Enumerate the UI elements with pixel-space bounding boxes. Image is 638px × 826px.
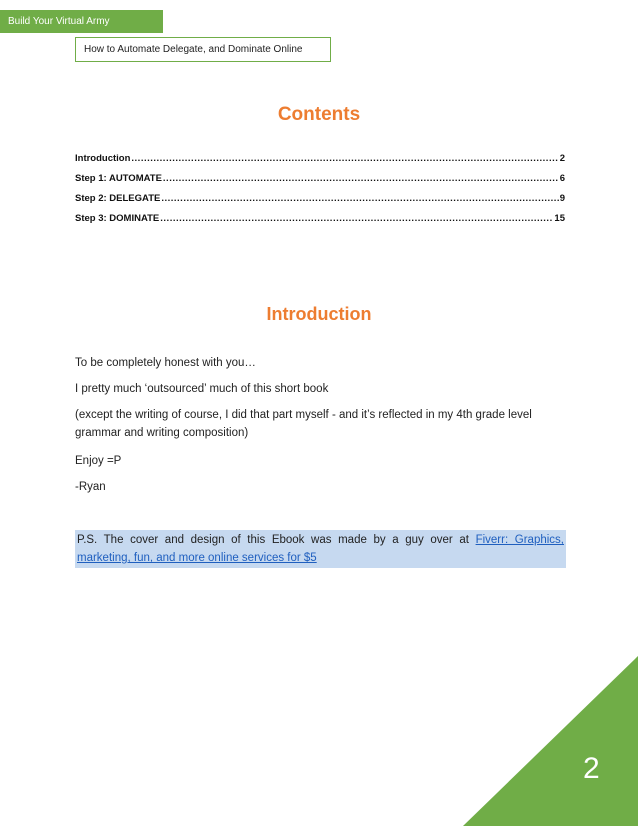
toc-entry-page: 6 bbox=[559, 173, 565, 184]
page-number: 2 bbox=[583, 752, 600, 785]
corner-triangle-shape bbox=[463, 656, 638, 826]
toc-entry-page: 9 bbox=[559, 193, 565, 204]
intro-paragraph-1: To be completely honest with you… bbox=[75, 357, 256, 369]
subtitle-box bbox=[75, 37, 331, 62]
toc-entry-title: Step 1: AUTOMATE bbox=[75, 173, 162, 184]
header-tab bbox=[0, 10, 163, 33]
toc-leader-dots bbox=[161, 193, 558, 204]
ps-text: P.S. The cover and design of this Ebook was made by a guy over at bbox=[77, 534, 476, 546]
toc-entry-title: Introduction bbox=[75, 153, 131, 164]
table-of-contents bbox=[75, 153, 565, 233]
intro-paragraph-5: -Ryan bbox=[75, 481, 106, 493]
intro-paragraph-2: I pretty much ‘outsourced’ much of this short book bbox=[75, 383, 329, 395]
introduction-heading: Introduction bbox=[266, 304, 372, 324]
toc-entry-title: Step 3: DOMINATE bbox=[75, 213, 160, 224]
toc-leader-dots bbox=[131, 153, 558, 164]
contents-heading: Contents bbox=[277, 104, 361, 125]
header-tab-label: Build Your Virtual Army bbox=[8, 16, 110, 27]
toc-entry-step1[interactable] bbox=[75, 173, 565, 193]
fiverr-link[interactable]: Fiverr: Graphics, marketing, fun, and more online services for $5 bbox=[77, 534, 564, 564]
page-corner-triangle bbox=[463, 656, 638, 826]
subtitle-text: How to Automate Delegate, and Dominate Online bbox=[84, 44, 303, 55]
toc-entry-title: Step 2: DELEGATE bbox=[75, 193, 161, 204]
toc-entry-step3[interactable] bbox=[75, 213, 565, 233]
toc-entry-page: 2 bbox=[559, 153, 565, 164]
intro-paragraph-3: (except the writing of course, I did that part myself - and it’s reflected in my 4th grade level grammar and writing composition) bbox=[75, 409, 532, 439]
toc-leader-dots bbox=[163, 173, 559, 184]
toc-entry-page: 15 bbox=[554, 213, 565, 224]
toc-leader-dots bbox=[160, 213, 553, 224]
toc-entry-step2[interactable] bbox=[75, 193, 565, 213]
intro-paragraph-4: Enjoy =P bbox=[75, 455, 122, 467]
ps-note bbox=[75, 530, 566, 568]
toc-entry-introduction[interactable] bbox=[75, 153, 565, 173]
